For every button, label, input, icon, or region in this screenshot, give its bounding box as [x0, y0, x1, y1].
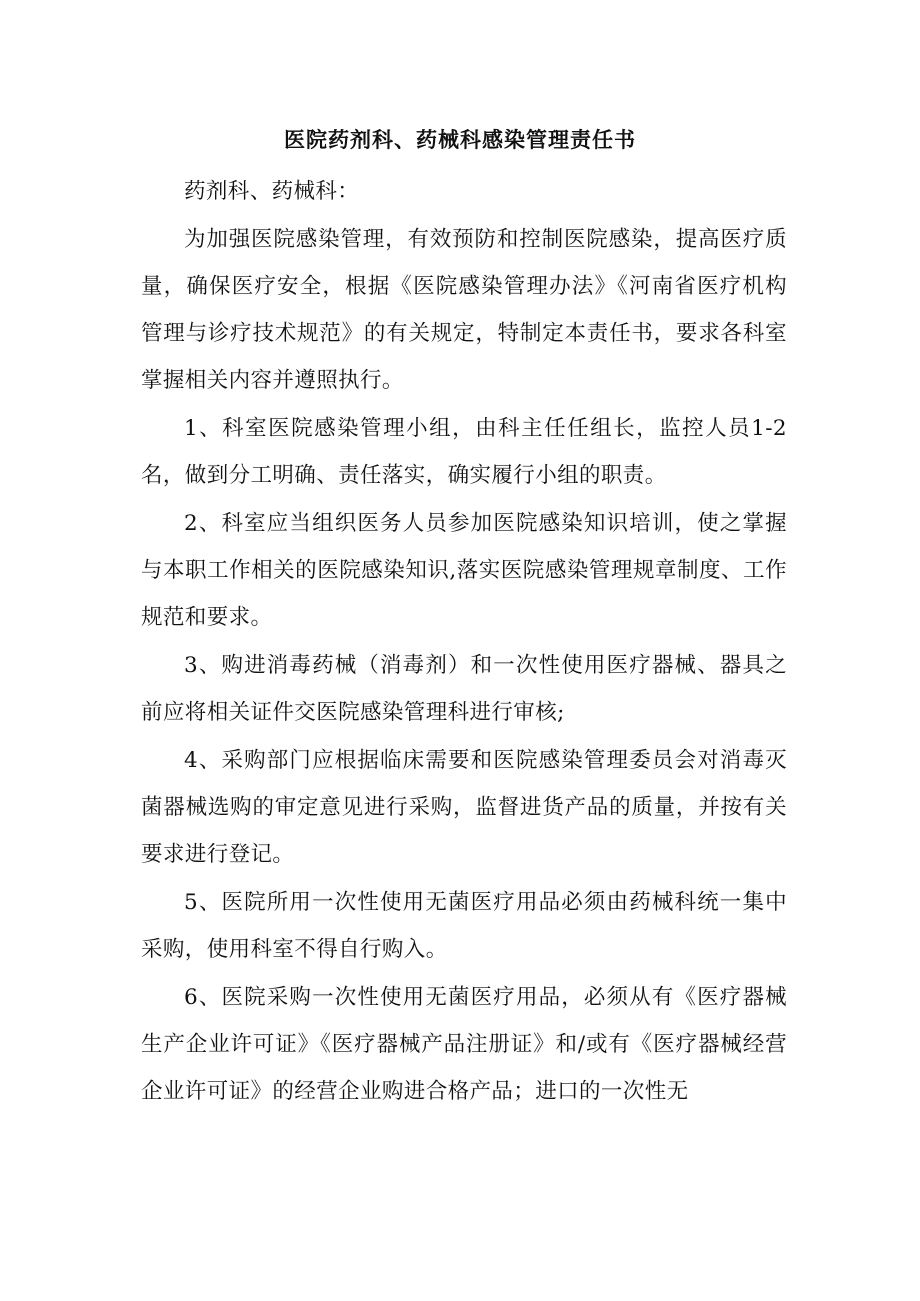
- paragraph-intro: 为加强医院感染管理，有效预防和控制医院感染，提高医疗质量，确保医疗安全，根据《医院感染管理办法》《河南省医疗机构管理与诊疗技术规范》的有关规定，特制定本责任书，要求各科室掌握相关内容并遵照执行。: [141, 227, 787, 393]
- paragraph-item-6: 6、医院采购一次性使用无菌医疗用品，必须从有《医疗器械生产企业许可证》《医疗器械产品注册证》和/或有《医疗器械经营企业许可证》的经营企业购进合格产品；进口的一次性无: [141, 985, 787, 1104]
- paragraph-item-4: 4、采购部门应根据临床需要和医院感染管理委员会对消毒灭菌器械选购的审定意见进行采购，监督进货产品的质量，并按有关要求进行登记。: [141, 748, 787, 867]
- paragraph-item-1: 1、科室医院感染管理小组，由科主任任组长，监控人员1-2名，做到分工明确、责任落实，确实履行小组的职责。: [141, 416, 787, 488]
- paragraph-item-3: 3、购进消毒药械（消毒剂）和一次性使用医疗器械、器具之前应将相关证件交医院感染管理科进行审核;: [141, 653, 787, 725]
- document-body: [141, 168, 787, 1115]
- paragraph-item-5: 5、医院所用一次性使用无菌医疗用品必须由药械科统一集中采购，使用科室不得自行购入。: [141, 890, 787, 962]
- paragraph-item-2: 2、科室应当组织医务人员参加医院感染知识培训，使之掌握与本职工作相关的医院感染知识,落实医院感染管理规章制度、工作规范和要求。: [141, 511, 787, 630]
- salutation: 药剂科、药械科：: [184, 179, 360, 204]
- document-title: 医院药剂科、药械科感染管理责任书: [284, 127, 636, 152]
